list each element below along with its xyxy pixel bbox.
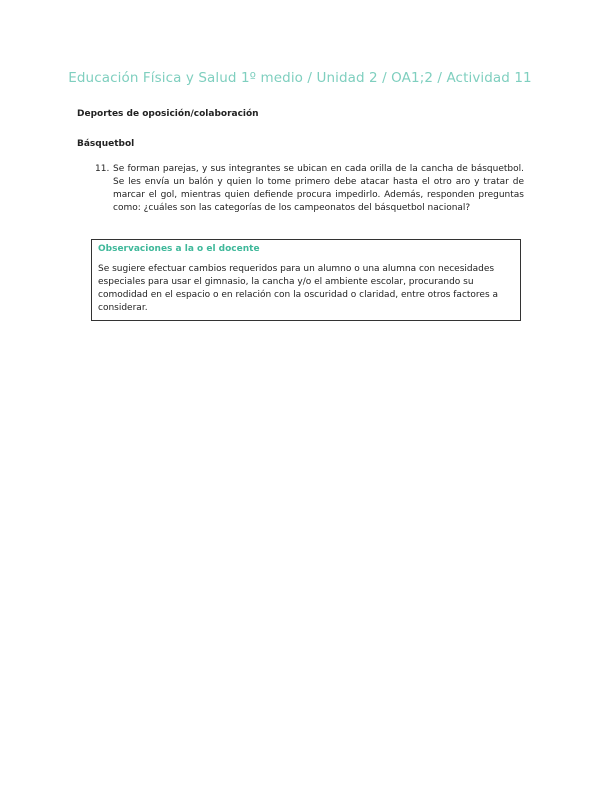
observations-text: Se sugiere efectuar cambios requeridos para un alumno o una alumna con necesidades especiales para usar el gimnasio, la cancha y/o el ambiente escolar, procurando su comodidad en el espacio o en relación con la oscuridad o claridad, entre otros factores a considerar.	[98, 264, 499, 313]
activity-text: Se forman parejas, y sus integrantes se ubican en cada orilla de la cancha de básquetbol. Se les envía un balón y quien lo tome primero debe atacar hasta el otro aro y tratar de marcar el gol, mientras quien defiende procura impedirlo. Además, responden preguntas como: ¿cuáles son las categorías de los campeonatos del básquetbol nacional?	[113, 164, 524, 213]
observations-title: Observaciones a la o el docente	[98, 244, 260, 254]
page-header-title: Educación Física y Salud 1º medio / Unidad 2 / OA1;2 / Actividad 11	[68, 70, 532, 86]
activity-item	[95, 163, 524, 215]
observations-box	[91, 239, 521, 321]
section-subtitle: Básquetbol	[77, 139, 135, 149]
activity-number: 11.	[95, 164, 110, 174]
section-title: Deportes de oposición/colaboración	[77, 109, 259, 119]
